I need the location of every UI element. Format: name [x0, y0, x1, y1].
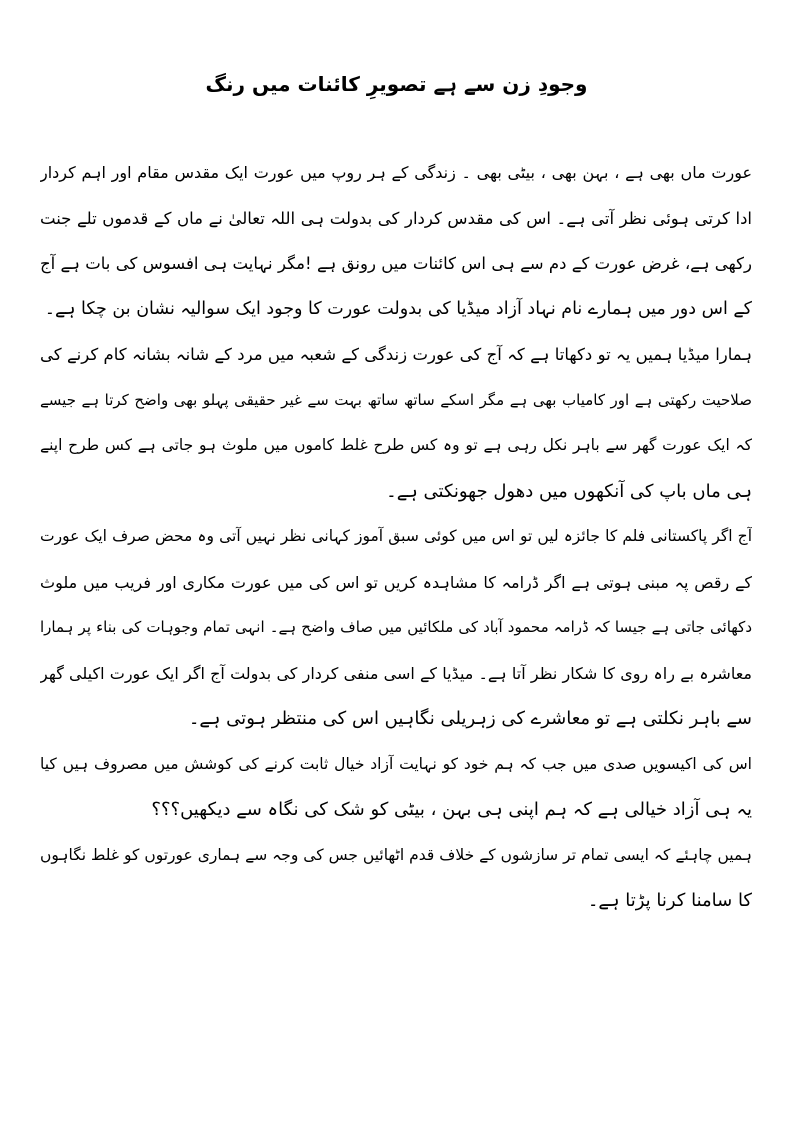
text-line: ہمارا میڈیا ہمیں یہ تو دکھاتا ہے کہ آج کی عورت زندگی کے شعبہ میں مرد کے شانہ بشانہ کام کرنے کی: [40, 345, 752, 364]
text-line: عورت ماں بھی ہے ، بہن بھی ، بیٹی بھی ۔ زندگی کے ہر روپ میں عورت ایک مقدس مقام اور اہم کردار: [40, 163, 752, 182]
text-line: کا سامنا کرنا پڑتا ہے۔: [587, 890, 752, 911]
text-line: ادا کرتی ہوئی نظر آتی ہے۔ اس کی مقدس کردار کی بدولت ہی اللہ تعالیٰ نے ماں کے قدموں تلے جنت: [40, 208, 752, 228]
text-line: یہ ہی آزاد خیالی ہے کہ ہم اپنی ہی بہن ، بیٹی کو شک کی نگاہ سے دیکھیں؟؟؟: [151, 799, 752, 820]
text-line: کے اس دور میں ہمارے نام نہاد آزاد میڈیا کی بدولت عورت کا وجود ایک سوالیہ نشان بن چکا ہے۔: [44, 298, 752, 319]
text-line: آج اگر پاکستانی فلم کا جائزہ لیں تو اس میں کوئی سبق آموز کہانی نظر نہیں آتی وہ محض صرف ایک عورت: [40, 527, 752, 545]
text-line: ہمیں چاہئے کہ ایسی تمام تر سازشوں کے خلاف قدم اٹھائیں جس کی وجہ سے ہماری عورتوں کو غلط نگاہوں: [40, 845, 752, 864]
text-line: کے رقص پہ مبنی ہوتی ہے اگر ڈرامہ کا مشاہدہ کریں تو اس کی میں عورت مکاری اور فریب میں ملوث: [40, 572, 752, 592]
document-title: وجودِ زن سے ہے تصویرِ کائنات میں رنگ: [205, 72, 588, 96]
text-line: ہی ماں باپ کی آنکھوں میں دھول جھونکتی ہے۔: [386, 480, 752, 502]
text-line: صلاحیت رکھتی ہے اور کامیاب بھی ہے مگر اسکے ساتھ ساتھ بہت سے غیر حقیقی پہلو بھی واضح کرتا ہے جیسے: [40, 390, 752, 409]
text-line: اس کی اکیسویں صدی میں جب کہ ہم خود کو نہایت آزاد خیال ثابت کرنے کی کوشش میں مصروف ہیں کیا: [40, 754, 752, 773]
text-line: معاشرہ بے راہ روی کا شکار نظر آتا ہے۔ میڈیا کے اسی منفی کردار کی بدولت آج اگر ایک عورت اکیلی گھر: [40, 663, 752, 683]
document-body: [40, 150, 752, 924]
text-line: سے باہر نکلتی ہے تو معاشرے کی زہریلی نگاہیں اس کی منتظر ہوتی ہے۔: [188, 708, 752, 729]
text-line: رکھی ہے، غرض عورت کے دم سے ہی اس کائنات میں رونق ہے !مگر نہایت ہی افسوس کی بات ہے آج: [40, 254, 752, 273]
text-line: دکھائی جاتی ہے جیسا کہ ڈرامہ محمود آباد کی ملکائیں میں صاف واضح ہے۔ انہی تمام وجوہات کی بناء پر ہمارا: [40, 618, 752, 636]
text-line: کہ ایک عورت گھر سے باہر نکل رہی ہے تو وہ کس طرح غلط کاموں میں ملوث ہو جاتی ہے کس طرح اپنے: [40, 436, 752, 454]
